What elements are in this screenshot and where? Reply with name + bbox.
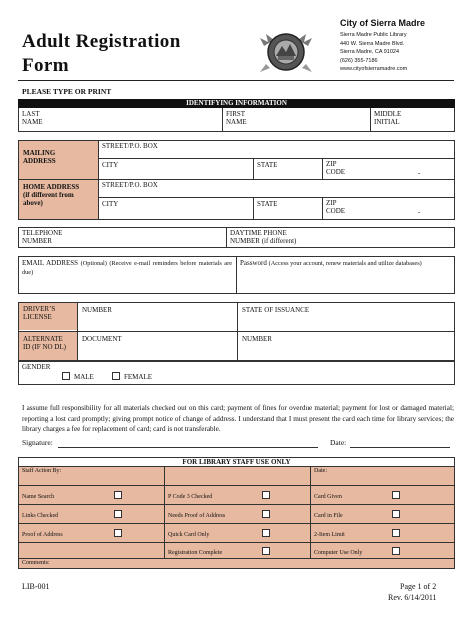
form-title bbox=[22, 30, 181, 78]
address-line: www.cityofsierramadre.com bbox=[340, 66, 408, 72]
title-line-2: Form bbox=[22, 55, 69, 76]
gender-label: GENDER bbox=[22, 363, 51, 371]
revision-date: Rev. 6/14/2011 bbox=[388, 593, 437, 602]
staff-heading: FOR LIBRARY STAFF USE ONLY bbox=[19, 458, 454, 466]
male-label: MALE bbox=[74, 373, 94, 381]
divider bbox=[18, 179, 455, 180]
divider bbox=[222, 108, 223, 132]
address-line: (626) 355-7186 bbox=[340, 57, 378, 64]
drivers-label-line: DRIVER’S bbox=[23, 305, 56, 313]
zip-label: CODE bbox=[326, 168, 346, 176]
telephone-field[interactable] bbox=[22, 229, 222, 247]
divider bbox=[310, 466, 311, 558]
drivers-label-line: LICENSE bbox=[23, 313, 52, 321]
mailing-zip-field[interactable] bbox=[326, 160, 452, 178]
middle-initial-label: MIDDLE bbox=[374, 110, 402, 118]
needs-proof-checkbox[interactable] bbox=[262, 510, 270, 518]
org-address bbox=[340, 31, 407, 74]
identifying-heading: IDENTIFYING INFORMATION bbox=[18, 99, 455, 108]
last-name-label: LAST bbox=[22, 110, 40, 118]
female-checkbox[interactable] bbox=[112, 372, 120, 380]
first-name-field[interactable] bbox=[226, 110, 366, 131]
divider bbox=[18, 466, 455, 467]
name-search-checkbox[interactable] bbox=[114, 491, 122, 499]
home-state-field[interactable]: STATE bbox=[257, 200, 278, 208]
staff-item-2-item-limit: 2-Item Limit bbox=[314, 532, 345, 538]
instructions: PLEASE TYPE OR PRINT bbox=[22, 87, 112, 96]
password-note: (Access your account, renew materials and utilize databases) bbox=[268, 260, 422, 267]
header-divider bbox=[18, 80, 454, 81]
home-street-field[interactable]: STREET/P.O. BOX bbox=[102, 181, 158, 189]
staff-date: Date: bbox=[314, 468, 327, 474]
date-line[interactable] bbox=[350, 447, 450, 448]
last-name-label: NAME bbox=[22, 118, 43, 126]
home-label-line: HOME ADDRESS bbox=[23, 183, 80, 191]
state-of-issuance-field[interactable]: STATE OF ISSUANCE bbox=[242, 306, 310, 314]
divider bbox=[253, 158, 254, 179]
city-seal-logo bbox=[258, 28, 314, 76]
home-city-field[interactable]: CITY bbox=[102, 200, 119, 208]
pcode-checkbox[interactable] bbox=[262, 491, 270, 499]
zip-dash: - bbox=[418, 208, 421, 216]
divider bbox=[370, 108, 371, 132]
mailing-city-field[interactable]: CITY bbox=[102, 161, 119, 169]
zip-label: CODE bbox=[326, 207, 346, 215]
proof-of-address-checkbox[interactable] bbox=[114, 529, 122, 537]
signature-line[interactable] bbox=[58, 447, 318, 448]
email-field[interactable] bbox=[22, 259, 232, 291]
email-label: EMAIL ADDRESS bbox=[22, 259, 79, 267]
staff-action-by: Staff Action By: bbox=[22, 468, 62, 474]
male-checkbox[interactable] bbox=[62, 372, 70, 380]
divider bbox=[98, 140, 99, 220]
mailing-state-field[interactable]: STATE bbox=[257, 161, 278, 169]
alternate-id-label bbox=[19, 332, 77, 361]
staff-item-pcode: P Code 3 Checked bbox=[168, 494, 213, 500]
mailing-label-line: ADDRESS bbox=[23, 157, 56, 165]
card-in-file-checkbox[interactable] bbox=[392, 510, 400, 518]
address-line: Sierra Madre Public Library bbox=[340, 32, 407, 38]
links-checked-checkbox[interactable] bbox=[114, 510, 122, 518]
divider bbox=[253, 197, 254, 220]
password-label: Password bbox=[240, 259, 267, 267]
staff-section bbox=[18, 457, 455, 569]
staff-item-card-in-file: Card in File bbox=[314, 513, 343, 519]
address-line: Sierra Madre, CA 91024 bbox=[340, 49, 400, 55]
mailing-street-field[interactable]: STREET/P.O. BOX bbox=[102, 142, 158, 150]
form-id: LIB-001 bbox=[22, 582, 50, 591]
drivers-license-label bbox=[19, 303, 77, 330]
female-label: FEMALE bbox=[124, 373, 152, 381]
daytime-phone-label: NUMBER (if different) bbox=[230, 237, 297, 245]
registration-complete-checkbox[interactable] bbox=[262, 547, 270, 555]
home-label-line: (if different from bbox=[23, 191, 74, 199]
alternate-label-line: ALTERNATE bbox=[23, 335, 63, 343]
daytime-phone-label: DAYTIME PHONE bbox=[230, 229, 287, 237]
page-number: Page 1 of 2 bbox=[400, 582, 437, 591]
two-item-limit-checkbox[interactable] bbox=[392, 529, 400, 537]
quick-card-checkbox[interactable] bbox=[262, 529, 270, 537]
divider bbox=[322, 158, 323, 179]
staff-item-quick-card: Quick Card Only bbox=[168, 532, 210, 538]
last-name-field[interactable] bbox=[22, 110, 217, 131]
first-name-label: FIRST bbox=[226, 110, 246, 118]
card-given-checkbox[interactable] bbox=[392, 491, 400, 499]
date-label: Date: bbox=[330, 438, 347, 447]
telephone-label: NUMBER bbox=[22, 237, 52, 245]
address-line: 440 W. Sierra Madre Blvd. bbox=[340, 40, 405, 47]
divider bbox=[18, 542, 455, 543]
staff-item-proof-of-address: Proof of Address bbox=[22, 532, 63, 538]
org-name: City of Sierra Madre bbox=[340, 18, 426, 28]
alternate-label-line: ID (IF NO DL) bbox=[23, 343, 66, 351]
daytime-phone-field[interactable] bbox=[230, 229, 450, 247]
divider bbox=[98, 197, 455, 198]
zip-dash: - bbox=[418, 169, 421, 177]
home-zip-field[interactable] bbox=[326, 199, 452, 217]
mailing-label-line: MAILING bbox=[23, 149, 56, 157]
document-field[interactable]: DOCUMENT bbox=[82, 335, 122, 343]
divider bbox=[77, 302, 78, 362]
telephone-label: TELEPHONE bbox=[22, 229, 63, 237]
divider bbox=[164, 466, 165, 558]
divider bbox=[18, 523, 455, 524]
signature-label: Signature: bbox=[22, 438, 53, 447]
middle-initial-label: INITIAL bbox=[374, 118, 400, 126]
staff-item-registration-complete: Registration Complete bbox=[168, 550, 223, 556]
license-number-field[interactable]: NUMBER bbox=[82, 306, 112, 314]
zip-label: ZIP bbox=[326, 160, 337, 168]
staff-item-links-checked: Links Checked bbox=[22, 513, 59, 519]
first-name-label: NAME bbox=[226, 118, 247, 126]
middle-initial-field[interactable] bbox=[374, 110, 452, 131]
home-label-line: above) bbox=[23, 199, 43, 207]
email-note: (Optional) (Receive e-mail reminders before materials are due) bbox=[22, 260, 232, 276]
divider bbox=[18, 485, 455, 486]
zip-label: ZIP bbox=[326, 199, 337, 207]
divider bbox=[98, 158, 455, 159]
staff-item-name-search: Name Search bbox=[22, 494, 55, 500]
alternate-number-field[interactable]: NUMBER bbox=[242, 335, 272, 343]
divider bbox=[18, 504, 455, 505]
password-field[interactable] bbox=[240, 259, 452, 291]
staff-item-computer-use-only: Computer Use Only bbox=[314, 550, 363, 556]
computer-use-only-checkbox[interactable] bbox=[392, 547, 400, 555]
mailing-address-label bbox=[19, 141, 98, 179]
home-address-label bbox=[19, 180, 98, 219]
divider bbox=[18, 558, 455, 559]
divider bbox=[226, 227, 227, 248]
divider bbox=[237, 302, 238, 362]
divider bbox=[18, 331, 455, 332]
agreement-text: I assume full responsibility for all materials checked out on this card; payment of fines for overdue material; payment for lost or damaged material; reporting a lost card promptly; giving prompt notice of change of address. I understand that I must present the card each time for library services; the library charges a fee for replacement of card; card is not transferable. bbox=[22, 404, 454, 433]
staff-item-card-given: Card Given bbox=[314, 494, 342, 500]
staff-comments[interactable]: Comments: bbox=[22, 560, 50, 566]
divider bbox=[322, 197, 323, 220]
staff-item-needs-proof: Needs Proof of Address bbox=[168, 513, 226, 519]
divider bbox=[236, 256, 237, 294]
title-line-1: Adult Registration bbox=[22, 31, 181, 52]
